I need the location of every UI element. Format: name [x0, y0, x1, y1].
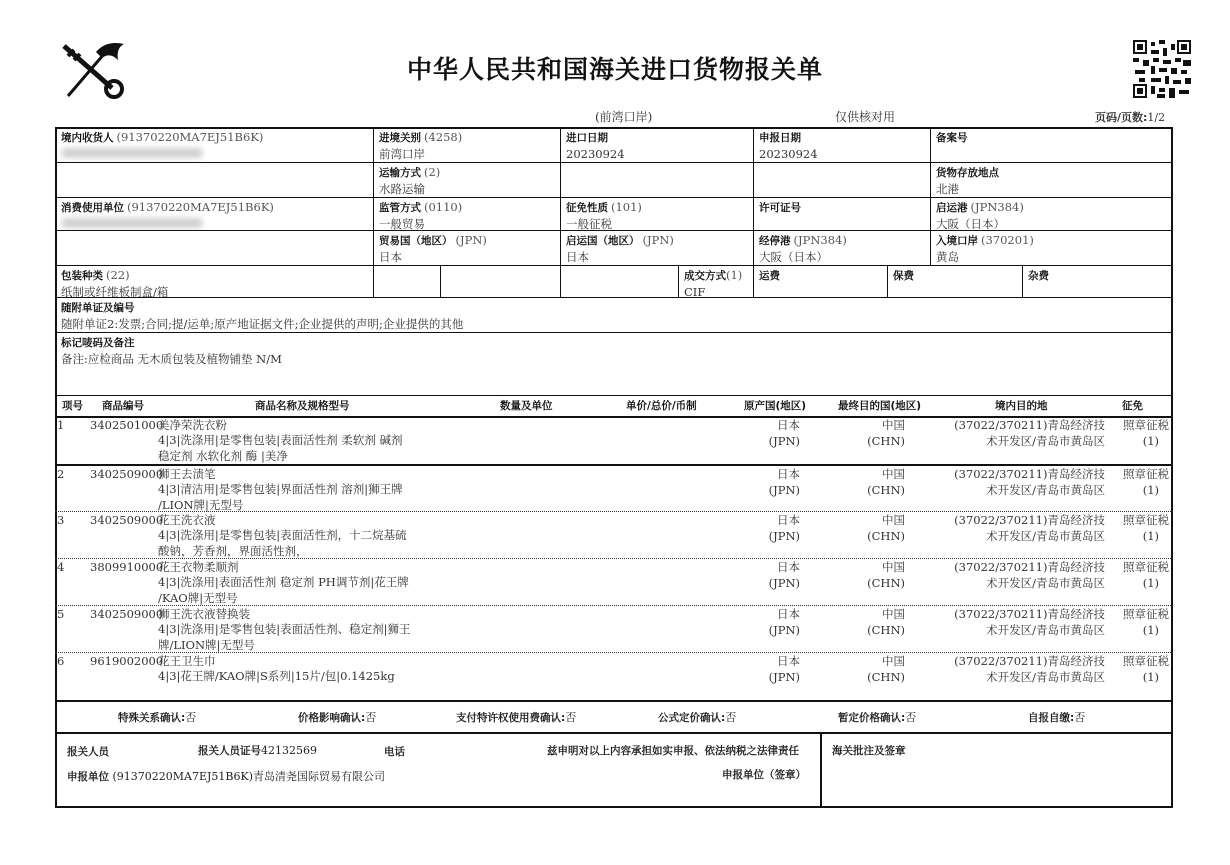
confirmation-label: 特殊关系确认: [118, 712, 186, 724]
customs-annotation-label: 海关批注及签章 [832, 745, 906, 757]
entry-port-cell: 入境口岸 (370201) 黄岛 [930, 230, 1173, 266]
divider [820, 732, 822, 808]
item-spec: /LION牌|无型号 [158, 498, 244, 512]
confirmation-item [118, 709, 196, 725]
col-header-price: 单价/总价/币制 [626, 400, 697, 412]
statement: 兹申明对以上内容承担如实申报、依法纳税之法律责任 [547, 745, 799, 757]
item-domestic-place: 术开发区/青岛市黄岛区 [986, 576, 1105, 590]
record-no-cell: 备案号 [930, 127, 1173, 163]
item-destination-code: (CHN) [867, 434, 905, 448]
import-date-cell: 进口日期 20230924 [560, 127, 754, 163]
item-code: 3809910000 [90, 560, 164, 574]
item-domestic-place: 术开发区/青岛市黄岛区 [986, 623, 1105, 637]
item-levy: 照章征税 [1123, 654, 1169, 668]
col-header-name: 商品名称及规格型号 [255, 400, 350, 412]
item-row [55, 511, 1173, 558]
item-destination: 中国 [882, 607, 905, 621]
item-no: 6 [57, 654, 65, 668]
item-no: 4 [57, 560, 65, 574]
item-levy: 照章征税 [1123, 418, 1169, 432]
document-title: 中华人民共和国海关进口货物报关单 [406, 55, 823, 84]
package-cell: 包装种类 (22) 纸制或纤维板制盒/箱 [55, 265, 374, 298]
item-domestic-place: 术开发区/青岛市黄岛区 [986, 529, 1105, 543]
phone-label: 电话 [384, 746, 405, 758]
item-destination-code: (CHN) [867, 623, 905, 637]
item-origin: 日本 [777, 654, 800, 668]
item-code: 9619002000 [90, 654, 164, 668]
item-no: 5 [57, 607, 65, 621]
item-code: 3402509000 [90, 513, 164, 527]
item-levy: 照章征税 [1123, 607, 1169, 621]
confirmation-item [298, 709, 376, 725]
empty-cell [373, 265, 441, 298]
consumer-cell: 消费使用单位 (91370220MA7EJ51B6K) [55, 197, 374, 231]
item-domestic-place: (37022/370211)青岛经济技 [954, 467, 1105, 481]
item-domestic-place: (37022/370211)青岛经济技 [954, 560, 1105, 574]
item-levy-code: (1) [1142, 670, 1159, 684]
item-levy-code: (1) [1142, 434, 1159, 448]
item-code: 3402501000 [90, 418, 164, 432]
confirmation-value: 否 [365, 711, 377, 724]
item-origin-code: (JPN) [768, 623, 800, 637]
declarant-label: 报关人员 [67, 746, 109, 758]
col-header-item-no: 项号 [62, 400, 83, 412]
supervision-cell: 监管方式 (0110) 一般贸易 [373, 197, 561, 231]
item-domestic-place: 术开发区/青岛市黄岛区 [986, 483, 1105, 497]
entry-customs-cell: 进境关别 (4258) 前湾口岸 [373, 127, 561, 163]
transport-cell: 运输方式 (2) 水路运输 [373, 162, 561, 198]
item-destination-code: (CHN) [867, 483, 905, 497]
confirmation-item [838, 709, 916, 725]
item-origin-code: (JPN) [768, 434, 800, 448]
item-name: 花王洗衣液 [158, 513, 216, 527]
confirmation-item [456, 709, 576, 725]
item-domestic-place: (37022/370211)青岛经济技 [954, 607, 1105, 621]
item-row [55, 417, 1173, 464]
item-destination-code: (CHN) [867, 529, 905, 543]
item-row [55, 558, 1173, 605]
confirmation-value: 否 [725, 711, 737, 724]
item-domestic-place: (37022/370211)青岛经济技 [954, 418, 1105, 432]
depart-port-cell: 启运港 (JPN384) 大阪（日本） [930, 197, 1173, 231]
empty-cell [560, 162, 754, 198]
item-spec: 4|3|洗涤用|是零售包装|表面活性剂、稳定剂|狮王 [158, 622, 411, 636]
item-levy: 照章征税 [1123, 467, 1169, 481]
item-levy: 照章征税 [1123, 560, 1169, 574]
item-origin-code: (JPN) [768, 529, 800, 543]
item-spec: 4|3|清洁用|是零售包装|界面活性剂 溶剂|狮王牌 [158, 482, 403, 496]
item-domestic-place: 术开发区/青岛市黄岛区 [986, 434, 1105, 448]
levy-nature-cell: 征免性质 (101) 一般征税 [560, 197, 754, 231]
transit-port-cell: 经停港 (JPN384) 大阪（日本） [753, 230, 931, 266]
empty-cell [55, 162, 374, 198]
item-destination-code: (CHN) [867, 670, 905, 684]
item-row [55, 464, 1173, 511]
item-name: 花王卫生巾 [158, 654, 216, 668]
declaring-unit: 申报单位 (91370220MA7EJ51B6K)青岛清尧国际贸易有限公司 [67, 770, 386, 783]
item-spec: 4|3|洗涤用|是零售包装|表面活性剂 柔软剂 碱剂 [158, 433, 403, 447]
confirmation-label: 公式定价确认: [658, 712, 726, 724]
deal-mode-cell: 成交方式(1) CIF [678, 265, 754, 298]
qr-code-icon [1133, 40, 1191, 98]
item-no: 3 [57, 513, 65, 527]
empty-cell [753, 162, 931, 198]
item-domestic-place: (37022/370211)青岛经济技 [954, 513, 1105, 527]
item-origin: 日本 [777, 560, 800, 574]
item-name: 狮王去渍笔 [158, 467, 216, 481]
item-origin: 日本 [777, 418, 800, 432]
empty-cell [55, 230, 374, 266]
item-domestic-place: (37022/370211)青岛经济技 [954, 654, 1105, 668]
port-label: (前湾口岸) [595, 110, 653, 124]
item-levy-code: (1) [1142, 623, 1159, 637]
license-cell: 许可证号 [753, 197, 931, 231]
item-destination: 中国 [882, 467, 905, 481]
item-origin: 日本 [777, 607, 800, 621]
divider [55, 732, 1173, 734]
item-destination: 中国 [882, 513, 905, 527]
item-spec: 4|3|洗涤用|表面活性剂 稳定剂 PH调节剂|花王牌 [158, 575, 409, 589]
empty-cell [440, 265, 561, 298]
col-header-domestic-place: 境内目的地 [995, 400, 1048, 412]
item-spec: 牌/LION牌|无型号 [158, 638, 255, 652]
item-origin-code: (JPN) [768, 483, 800, 497]
consignee-cell: 境内收货人 (91370220MA7EJ51B6K) [55, 127, 374, 163]
item-spec: 稳定剂 水软化剂 酶 |美净 [158, 449, 288, 463]
col-header-levy: 征免 [1122, 400, 1143, 412]
item-destination: 中国 [882, 418, 905, 432]
item-code: 3402509000 [90, 607, 164, 621]
verification-note: 仅供核对用 [835, 110, 896, 124]
item-name: 花王衣物柔顺剂 [158, 560, 239, 574]
item-levy-code: (1) [1142, 576, 1159, 590]
redacted-block [62, 148, 202, 158]
item-levy-code: (1) [1142, 483, 1159, 497]
item-row [55, 605, 1173, 652]
empty-cell [560, 265, 679, 298]
attached-docs-cell: 随附单证及编号 随附单证2:发票;合同;提/运单;原产地证据文件;企业提供的声明;企业提供的其他 [55, 297, 1173, 333]
confirmation-label: 支付特许权使用费确认: [456, 712, 566, 724]
item-name: 狮王洗衣液替换装 [158, 607, 250, 621]
confirmation-item [1028, 709, 1085, 725]
item-levy-code: (1) [1142, 529, 1159, 543]
confirmation-label: 暂定价格确认: [838, 712, 906, 724]
redacted-block [62, 218, 202, 228]
page-indicator: 页码/页数:1/2 [1095, 111, 1166, 124]
item-domestic-place: 术开发区/青岛市黄岛区 [986, 670, 1105, 684]
unit-seal-label: 申报单位（签章） [722, 769, 806, 781]
item-spec: 4|3|花王牌/KAO牌|S系列|15片/包|0.1425kg [158, 669, 395, 683]
declare-date-cell: 申报日期 20230924 [753, 127, 931, 163]
item-origin-code: (JPN) [768, 576, 800, 590]
item-origin-code: (JPN) [768, 670, 800, 684]
insurance-cell: 保费 [887, 265, 1023, 298]
trade-country-cell: 贸易国（地区） (JPN) 日本 [373, 230, 561, 266]
misc-fee-cell: 杂费 [1022, 265, 1173, 298]
confirmation-label: 价格影响确认: [298, 712, 366, 724]
item-spec: 4|3|洗涤用|是零售包装|表面活性剂，十二烷基硫 [158, 528, 407, 542]
declarant-id: 报关人员证号42132569 [198, 744, 317, 757]
confirmation-value: 否 [1074, 711, 1086, 724]
confirmation-label: 自报自缴: [1028, 712, 1075, 724]
freight-cell: 运费 [753, 265, 888, 298]
confirmation-value: 否 [185, 711, 197, 724]
item-no: 1 [57, 418, 65, 432]
confirmation-value: 否 [905, 711, 917, 724]
item-code: 3402509000 [90, 467, 164, 481]
depart-country-cell: 启运国（地区） (JPN) 日本 [560, 230, 754, 266]
col-header-quantity: 数量及单位 [500, 400, 553, 412]
item-destination: 中国 [882, 560, 905, 574]
item-no: 2 [57, 467, 65, 481]
item-levy: 照章征税 [1123, 513, 1169, 527]
item-destination: 中国 [882, 654, 905, 668]
item-name: 美净荣洗衣粉 [158, 418, 227, 432]
col-header-code: 商品编号 [102, 400, 144, 412]
divider [55, 700, 1173, 702]
storage-cell: 货物存放地点 北港 [930, 162, 1173, 198]
item-origin: 日本 [777, 467, 800, 481]
item-destination-code: (CHN) [867, 576, 905, 590]
confirmation-value: 否 [565, 711, 577, 724]
item-origin: 日本 [777, 513, 800, 527]
confirmation-item [658, 709, 736, 725]
marks-remarks-cell: 标记唛码及备注 备注:应检商品 无木质包装及植物铺垫 N/M [55, 332, 1173, 396]
item-spec: 酸钠，芳香剂，界面活性剂， [158, 544, 308, 558]
col-header-destination: 最终目的国(地区) [838, 400, 922, 412]
item-spec: /KAO牌|无型号 [158, 591, 238, 605]
col-header-origin: 原产国(地区) [744, 400, 807, 412]
item-row [55, 652, 1173, 699]
